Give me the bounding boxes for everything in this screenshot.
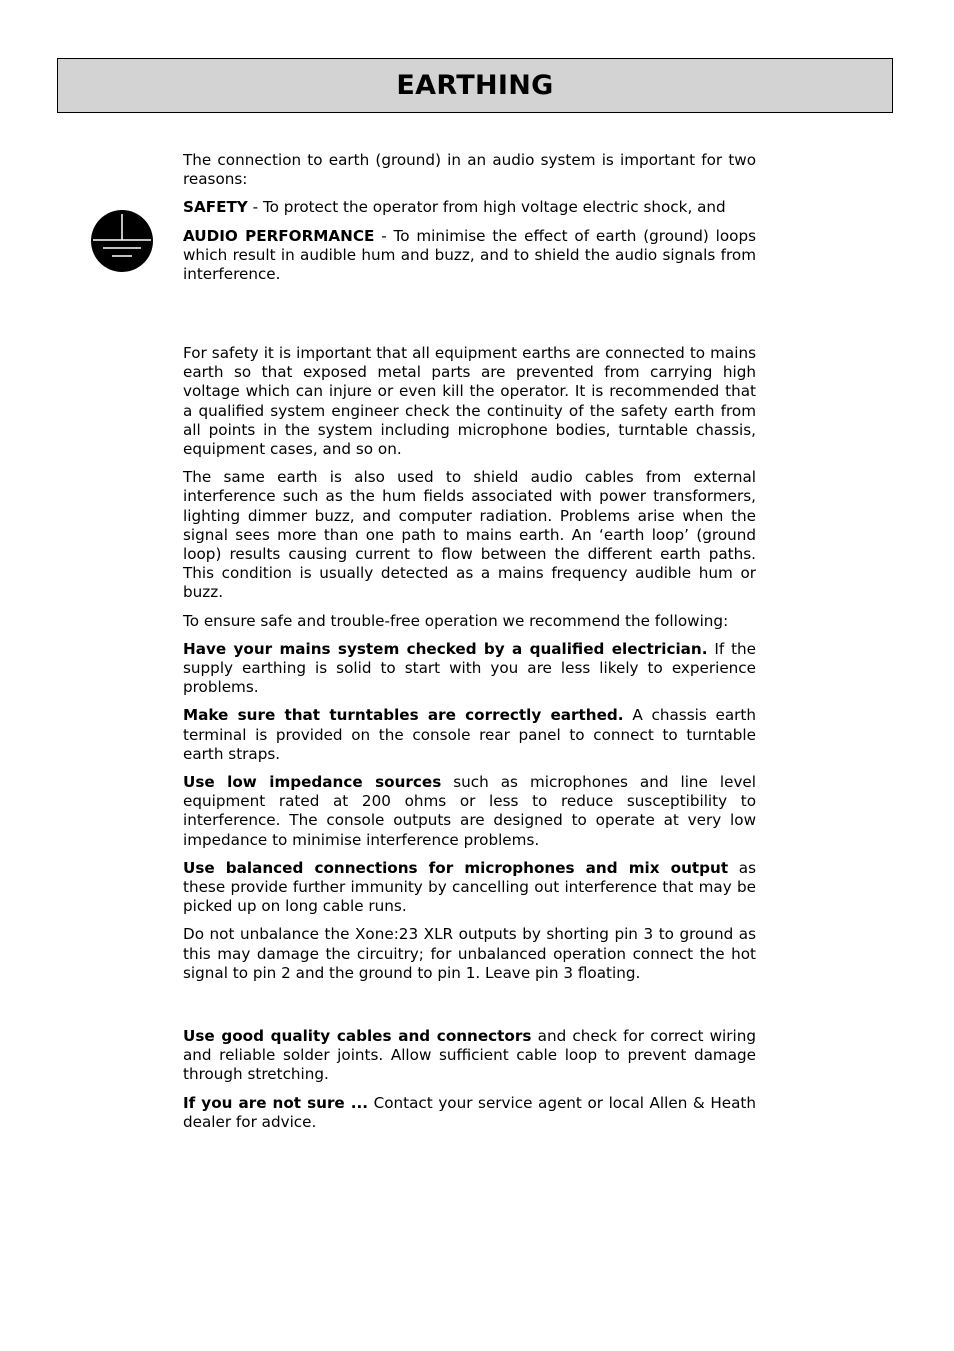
closing-block bbox=[183, 1027, 756, 1132]
safety-reason-paragraph: SAFETY - To protect the operator from high voltage electric shock, and bbox=[183, 198, 726, 217]
page-title-box bbox=[57, 58, 893, 113]
earth-ground-icon bbox=[90, 209, 154, 273]
balanced-connections-paragraph: Use balanced connections for microphones and mix output as these provide further immunity by cancelling out interference that may be picked up on long cable runs. bbox=[183, 858, 756, 916]
intro-block bbox=[183, 151, 756, 284]
mains-check-paragraph: Have your mains system checked by a qualified electrician. If the supply earthing is solid to start with you are less likely to experience problems. bbox=[183, 639, 756, 697]
not-sure-paragraph: If you are not sure ... Contact your service agent or local Allen & Heath dealer for advice. bbox=[183, 1093, 756, 1131]
shield-paragraph: The same earth is also used to shield audio cables from external interference such as the hum fields associated with power transformers, lighting dimmer buzz, and computer radiation. Problems arise when the signal sees more than one path to mains earth. An ‘earth loop’ (ground loop) results causing current to flow between the different earth paths. This condition is usually detected as a mains frequency audible hum or buzz. bbox=[183, 468, 756, 602]
recommendation-intro-paragraph: To ensure safe and trouble-free operation we recommend the following: bbox=[183, 611, 729, 630]
safety-paragraph: For safety it is important that all equipment earths are connected to mains earth so that exposed metal parts are prevented from carrying high voltage which can injure or even kill the operator. It is recommended that a qualified system engineer check the continuity of the safety earth from all points in the system including microphone bodies, turntable chassis, equipment cases, and so on. bbox=[183, 344, 756, 459]
intro-paragraph: The connection to earth (ground) in an audio system is important for two reasons: bbox=[183, 151, 756, 189]
main-block bbox=[183, 344, 756, 983]
unbalance-warning-paragraph: Do not unbalance the Xone:23 XLR outputs by shorting pin 3 to ground as this may damage the circuitry; for unbalanced operation connect the hot signal to pin 2 and the ground to pin 1. Leave pin 3 floating. bbox=[183, 925, 756, 982]
safety-heading: SAFETY bbox=[183, 198, 248, 217]
page-title: EARTHING bbox=[396, 70, 554, 101]
low-impedance-paragraph: Use low impedance sources such as microphones and line level equipment rated at 200 ohms or less to reduce susceptibility to interference. The console outputs are designed to operate at very low impedance to minimise interference problems. bbox=[183, 773, 757, 849]
audio-performance-reason-paragraph: AUDIO PERFORMANCE - To minimise the effect of earth (ground) loops which result in audible hum and buzz, and to shield the audio signals from interference. bbox=[183, 226, 756, 284]
turntable-earth-paragraph: Make sure that turntables are correctly earthed. A chassis earth terminal is provided on the console rear panel to connect to turntable earth straps. bbox=[183, 706, 756, 763]
cables-paragraph: Use good quality cables and connectors and check for correct wiring and reliable solder joints. Allow sufficient cable loop to prevent damage through stretching. bbox=[183, 1027, 756, 1084]
audio-performance-heading: AUDIO PERFORMANCE bbox=[183, 226, 375, 245]
